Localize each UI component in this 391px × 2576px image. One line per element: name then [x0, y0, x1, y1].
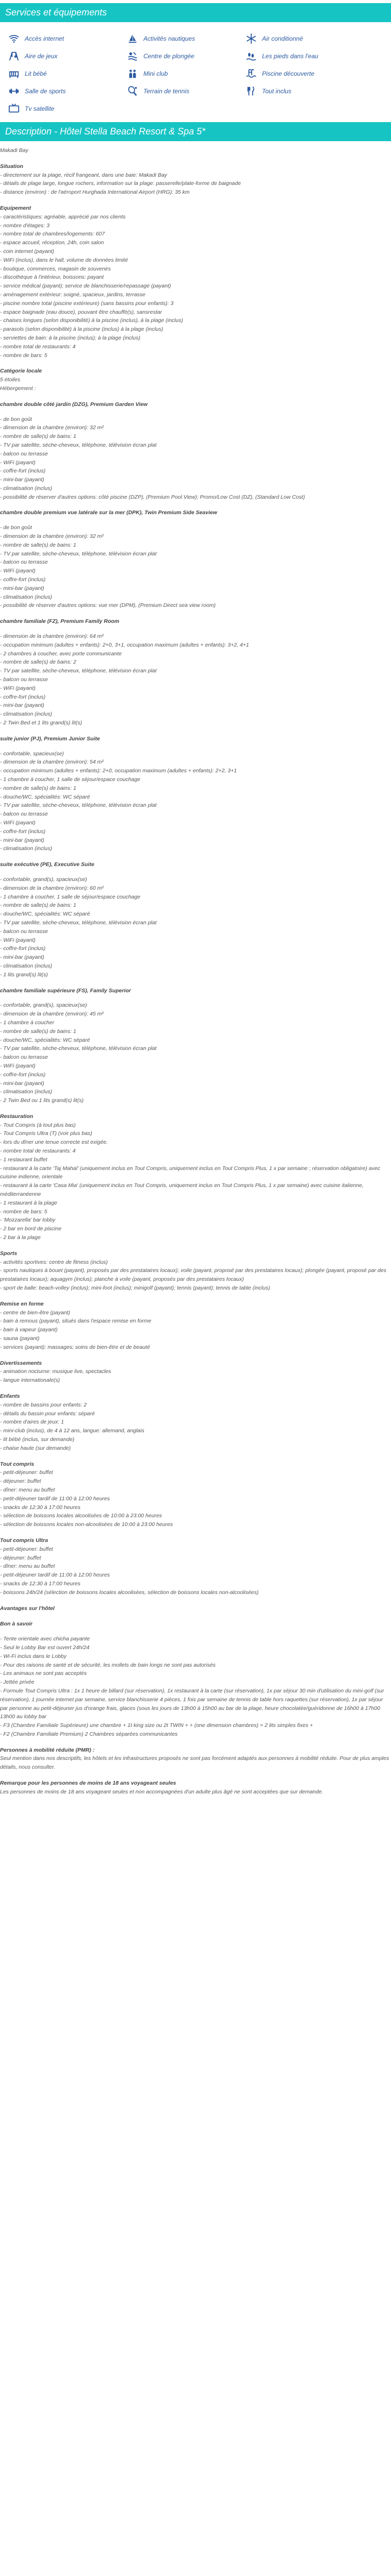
description-line: - aménagement extérieur: soigné, spacieux, jardins, terrasse	[0, 291, 145, 298]
description-line: - mini-club (inclus), de 4 à 12 ans, langue: allemand, anglais	[0, 1428, 144, 1434]
description-line: - snacks de 12:30 à 17:00 heures	[0, 1580, 80, 1587]
section-heading: Remarque pour les personnes de moins de 18 ans voyageant seules	[0, 1780, 176, 1787]
playground-icon	[8, 50, 20, 62]
description-line: - petit-déjeuner: buffet	[0, 1546, 53, 1552]
description-line: - coffre-fort (inclus)	[0, 1071, 46, 1078]
description-line: - WiFi (inclus), dans le hall, volume de données limité	[0, 257, 128, 263]
description-line: - dîner: menu au buffet	[0, 1486, 55, 1493]
description-line: - chaises longues (selon disponibilité) à la piscine (inclus), à la plage (inclus)	[0, 317, 183, 324]
description-line: - animation nocturne: musique live, spectacles	[0, 1368, 111, 1375]
description-line: - coin internet (payant)	[0, 248, 55, 255]
description-line: - nombre total de restaurants: 4	[0, 343, 76, 350]
description-line: - piscine nombre total (piscine extérieure) (sans bassins pour enfants): 3	[0, 300, 174, 307]
description-line: - distance (environ) : de l'aéroport Hurghada International Airport (HRG): 35 km	[0, 189, 190, 196]
description-line: - sélection de boissons locales alcoolisées de 10:00 à 23:00 heures	[0, 1513, 162, 1519]
description-line: - TV par satellite, sèche-cheveux, téléphone, télévision écran plat	[0, 1045, 157, 1052]
description-line: - dîner: menu au buffet	[0, 1563, 55, 1570]
description-line: - 1 lits grand(s) lit(s)	[0, 971, 48, 978]
room-heading: suite exécutive (PE), Executive Suite	[0, 861, 94, 868]
section-heading: Catégorie locale	[0, 368, 42, 375]
section-heading: Situation	[0, 163, 23, 170]
description-line: - déjeuner: buffet	[0, 1478, 41, 1485]
description-paragraph	[0, 415, 391, 502]
service-label: Accès internet	[25, 35, 64, 42]
description-line: - 2 Twin Bed et 1 lits grand(s) lit(s)	[0, 720, 83, 726]
description-line: - déjeuner: buffet	[0, 1554, 41, 1561]
description-line: - douche/WC, spécialités: WC séparé	[0, 793, 90, 800]
description-line: - 1 chambre à coucher	[0, 1019, 55, 1026]
service-label: Les pieds dans l'eau	[262, 53, 319, 60]
description-section	[0, 122, 391, 1807]
description-paragraph	[0, 1001, 391, 1105]
description-line: - climatisation (inclus)	[0, 845, 52, 852]
description-paragraph	[0, 523, 391, 610]
section-heading: Divertissements	[0, 1360, 42, 1366]
service-label: Activités nautiques	[143, 35, 196, 42]
description-line: - bain à vapeur (payant)	[0, 1327, 58, 1333]
crib-icon	[8, 68, 20, 79]
room-heading: suite junior (PJ), Premium Junior Suite	[0, 735, 100, 742]
description-paragraph	[0, 146, 391, 155]
room-heading: Bon à savoir	[0, 1621, 33, 1628]
description-line: - Seul le Lobby Bar est ouvert 24h/24	[0, 1644, 90, 1651]
description-paragraph	[0, 875, 391, 979]
description-line: - petit-déjeuner tardif de 11:00 à 12:00 heures	[0, 1495, 110, 1502]
description-line: - lit bébé (inclus, sur demande)	[0, 1436, 75, 1443]
description-line: - bain à remous (payant), situés dans l'espace remise en forme	[0, 1318, 152, 1325]
description-paragraph	[0, 750, 391, 854]
description-line: - nombre d'aires de jeux: 1	[0, 1419, 64, 1426]
description-paragraph	[0, 213, 391, 360]
section-heading: Avantages sur l'hôtel	[0, 1605, 55, 1612]
tv-icon	[8, 103, 20, 114]
description-line: - WiFi (payant)	[0, 1062, 36, 1069]
snowflake-icon	[246, 33, 257, 44]
description-paragraph	[0, 1545, 391, 1597]
description-line: - lors du dîner une tenue correcte est exigée.	[0, 1139, 108, 1146]
description-line: - Tout Compris (à tout plus bas)	[0, 1122, 76, 1128]
description-line: Seul mention dans nos descriptifs, les hôtels et les infrastructures proposés ne sont pas forcément adaptés aux personnes à mobilité réduite. Pour de plus amples détails, nous consulter.	[0, 1755, 389, 1771]
description-line: - dimension de la chambre (environ): 32 m²	[0, 425, 104, 431]
description-line: - de bon goût	[0, 524, 32, 531]
section-heading: Tout compris	[0, 1461, 35, 1467]
description-paragraph	[0, 1754, 391, 1772]
description-line: - 1 chambre à coucher, 1 salle de séjour/espace couchage	[0, 893, 141, 900]
section-heading: Remise en forme	[0, 1300, 44, 1307]
description-paragraph	[0, 376, 391, 393]
description-line: - nombre de salle(s) de bains: 1	[0, 1028, 76, 1035]
description-line: - WiFi (payant)	[0, 459, 36, 466]
description-line: - coffre-fort (inclus)	[0, 468, 46, 474]
description-line: - caractéristiques: agréable, apprécié par nos clients	[0, 213, 126, 220]
kids-club-icon	[127, 68, 138, 79]
room-heading: chambre double côté jardin (DZG), Premium Garden View	[0, 401, 148, 408]
description-paragraph	[0, 1367, 391, 1385]
description-paragraph	[0, 171, 391, 197]
service-item	[127, 66, 246, 81]
description-line: - parasols (selon disponibilité) à la piscine (inclus) à la plage (inclus)	[0, 326, 164, 333]
sailboat-icon	[127, 33, 138, 44]
description-title: Description - Hôtel Stella Beach Resort & Spa 5*	[0, 122, 391, 141]
description-line: Hébergement :	[0, 385, 36, 392]
description-line: - WiFi (payant)	[0, 568, 36, 574]
service-label: Tv satellite	[25, 105, 55, 112]
service-label: Piscine découverte	[262, 70, 315, 77]
description-line: - F2 (Chambre Familiale Premium) 2 Chambres séparées communicantes	[0, 1731, 178, 1737]
description-line: - nombre de bars: 5	[0, 1208, 47, 1215]
service-item	[8, 66, 127, 81]
description-line: - coffre-fort (inclus)	[0, 693, 46, 700]
service-label: Salle de sports	[25, 88, 66, 95]
section-heading: Tout compris Ultra	[0, 1537, 48, 1544]
description-line: - discothèque à l'intérieur, boissons: payant	[0, 274, 104, 281]
service-item	[127, 49, 246, 63]
service-label: Terrain de tennis	[143, 88, 189, 95]
description-line: - service médical (payant); service de blanchisserie/repassage (payant)	[0, 283, 171, 290]
services-section	[0, 3, 391, 119]
description-line: - nombre de bars: 5	[0, 352, 47, 359]
description-line: - de bon goût	[0, 416, 32, 422]
description-line: - dimension de la chambre (environ): 54 m²	[0, 759, 104, 766]
description-line: - possibilité de réserver d'autres options: côté piscine (DZP), (Premium Pool View); Promo/Low Cost (DZ), (Standard Low Cost)	[0, 494, 305, 500]
description-line: - balcon ou terrasse	[0, 811, 48, 818]
service-label: Aire de jeux	[25, 53, 58, 60]
diving-icon	[127, 50, 138, 62]
description-line: - 1 restaurant à la plage	[0, 1199, 57, 1206]
description-line: - espace accueil, réception, 24h, coin salon	[0, 240, 104, 246]
description-line: - WiFi (payant)	[0, 685, 36, 691]
description-line: - WiFi (payant)	[0, 937, 36, 943]
service-label: Mini club	[143, 70, 168, 77]
service-label: Tout inclus	[262, 88, 291, 95]
description-line: - 1 chambre à coucher, 1 salle de séjour/espace couchage	[0, 776, 141, 783]
description-line: - Jettée privée	[0, 1679, 35, 1686]
description-line: - TV par satellite, sèche-cheveux, téléphone, télévision écran plat	[0, 919, 157, 926]
description-line: - Tente orientale avec chicha payante	[0, 1636, 90, 1642]
service-item	[8, 84, 127, 98]
description-line: - restaurant à la carte 'Casa Mia' (uniquement inclus en Tout Compris, uniquement inclus en Tout Compris Plus, 1 x par semaine) avec cuisine italienne, méditerranéenne	[0, 1182, 364, 1198]
description-line: - mini-bar (payant)	[0, 585, 44, 591]
service-item	[127, 31, 246, 46]
description-line: - dimension de la chambre (environ): 45 m²	[0, 1011, 104, 1018]
service-item	[8, 49, 127, 63]
description-line: - possibilité de réserver d'autres options: vue mer (DPM), (Premium Direct sea view room)	[0, 602, 216, 609]
description-paragraph	[0, 632, 391, 727]
description-line: - 2 chambres à coucher, avec porte communicante	[0, 650, 122, 657]
description-line: - climatisation (inclus)	[0, 711, 52, 718]
description-line: - confortable, spacieux(se)	[0, 750, 64, 757]
description-paragraph	[0, 1401, 391, 1453]
description-line: - douche/WC, spécialités: WC séparé	[0, 1037, 90, 1043]
description-line: - nombre de salle(s) de bains: 2	[0, 659, 76, 666]
description-line: - coffre-fort (inclus)	[0, 577, 46, 583]
room-heading: chambre familiale (FZ), Premium Family Room	[0, 618, 120, 625]
description-line: - balcon ou terrasse	[0, 928, 48, 935]
pool-icon	[246, 68, 257, 79]
room-heading: chambre familiale supérieure (FS), Family Superior	[0, 987, 131, 994]
description-line: - climatisation (inclus)	[0, 962, 52, 969]
description-line: - Tout Compris Ultra (T) (voir plus bas)	[0, 1130, 92, 1137]
description-line: - TV par satellite, sèche-cheveux, téléphone, télévision écran plat	[0, 802, 157, 809]
description-line: - activités sportives: centre de fitness (inclus)	[0, 1259, 108, 1265]
all-inclusive-icon	[246, 86, 257, 97]
description-line: - Formule Tout Compris Ultra : 1x 1 heure de billard (sur réservation), 1x restaurant à la carte (sur réservation), 1x par séjour 30 min d'utilisation du mini-golf (sur réservation), 1 journée internet par semaine, service blanchisserie 4 pièces, 1 fois par semaine de tennis de table hors raquettes (sur réservation), 1x par séjour par personne au petit-déjeuner jus d'orange frais, glaces (sous les jours de 13h00 à 15h00 au bar de la plage, heure chocolatée/guéridonne de 16h00 à 17h00 13h00 au lobby bar	[0, 1687, 384, 1720]
description-line: - climatisation (inclus)	[0, 485, 52, 492]
description-line: - dimension de la chambre (environ): 32 m²	[0, 533, 104, 540]
description-line: - dimension de la chambre (environ): 60 m²	[0, 885, 104, 891]
description-paragraph	[0, 1788, 391, 1797]
description-line: - espace baignade (eau douce), pouvant être chauffé(s), sansrestar	[0, 309, 162, 315]
description-line: - petit-déjeuner: buffet	[0, 1469, 53, 1476]
description-line: - directement sur la plage, récif frangeant, dans une baie: Makadi Bay	[0, 172, 167, 178]
description-line: - TV par satellite, sèche-cheveux, téléphone, télévision écran plat	[0, 442, 157, 448]
description-line: - Les animaux ne sont pas acceptés	[0, 1670, 87, 1677]
description-body	[0, 141, 391, 1807]
description-line: - nombre de salle(s) de bains: 1	[0, 541, 76, 548]
description-line: - 'Mozzarella' bar lobby	[0, 1217, 56, 1224]
description-line: - détails du bassin pour enfants: séparé	[0, 1410, 95, 1417]
service-item	[8, 101, 127, 116]
description-line: - balcon ou terrasse	[0, 676, 48, 683]
description-line: - nombre de salle(s) de bains: 1	[0, 785, 76, 791]
description-line: - langue internationale(s)	[0, 1377, 60, 1384]
description-line: - mini-bar (payant)	[0, 837, 44, 843]
description-line: 5 étoiles	[0, 377, 21, 383]
description-line: - climatisation (inclus)	[0, 594, 52, 600]
description-line: - mini-bar (payant)	[0, 954, 44, 961]
section-heading: Personnes à mobilité réduite (PMR) :	[0, 1747, 95, 1753]
description-line: - mini-bar (payant)	[0, 702, 44, 709]
description-line: - services (payant): massages; soins de bien-être et de beauté	[0, 1344, 150, 1350]
description-line: - TV par satellite, sèche-cheveux, téléphone, télévision écran plat	[0, 550, 157, 557]
description-line: - boutique, commerces, magasin de souvenirs	[0, 265, 111, 272]
description-line: - nombre de salle(s) de bains: 1	[0, 433, 76, 440]
description-line: - coffre-fort (inclus)	[0, 828, 46, 835]
description-line: - chaise haute (sur demande)	[0, 1445, 71, 1451]
description-line: - confortable, grand(s), spacieux(se)	[0, 876, 87, 883]
description-line: - sport de balle: beach-volley (inclus); mini-foot (inclus); minigolf (payant); tennis (payant); tennis de table (inclus)	[0, 1285, 270, 1292]
service-item	[246, 84, 364, 98]
description-line: - nombre total de chambres/logements: 607	[0, 231, 105, 238]
wifi-icon	[8, 33, 20, 44]
description-paragraph	[0, 1121, 391, 1242]
description-line: - sauna (payant)	[0, 1335, 40, 1342]
description-line: - petit-déjeuner tardif de 11:00 à 12:00 heures	[0, 1572, 110, 1579]
description-line: - 2 Twin Bed ou 1 lits grand(s) lit(s)	[0, 1097, 84, 1104]
service-item	[8, 31, 127, 46]
description-line: - balcon ou terrasse	[0, 1054, 48, 1061]
description-line: - dimension de la chambre (environ): 64 m²	[0, 633, 104, 640]
description-line: - 1 restaurant buffet	[0, 1156, 47, 1163]
description-line: - sports nautiques à bouet (payant), proposés par des prestataires locaux); voile (payant, proposé par des prestataires locaux); plongée (payant, proposé par des prestataires locaux); aquagym (inclus); planche à voile (payant, proposés par des prestataires locaux)	[0, 1267, 386, 1283]
dumbbell-icon	[8, 86, 20, 97]
description-line: - 2 bar en bord de piscine	[0, 1226, 62, 1232]
feet-water-icon	[246, 50, 257, 62]
description-line: - restaurant à la carte 'Taj Mahal' (uniquement inclus en Tout Compris, uniquement inclus en Tout Compris Plus, 1 x par semaine ; réservation obligatoire) avec cuisine indienne, orientale	[0, 1165, 381, 1180]
description-line: - nombre de bassins pour enfants: 2	[0, 1401, 87, 1408]
description-line: - occupation minimum (adultes + enfants): 2+0, occupation maximum (adultes + enfants): 2+2, 3+1	[0, 768, 237, 774]
description-line: - 2 bar à la plage	[0, 1234, 41, 1241]
description-line: - snacks de 12:30 à 17:00 heures	[0, 1504, 80, 1511]
description-line: Makadi Bay	[0, 147, 28, 154]
services-title: Services et équipements	[0, 3, 391, 22]
description-line: - centre de bien-être (payant)	[0, 1309, 70, 1316]
description-line: - WiFi (payant)	[0, 819, 36, 826]
description-line: - mini-bar (payant)	[0, 477, 44, 483]
description-line: - serviettes de bain: à la piscine (inclus); à la plage (inclus)	[0, 334, 140, 341]
tennis-icon	[127, 86, 138, 97]
description-line: - boissons 24h/24 (sélection de boissons locales alcoolisées, sélection de boissons locales non-alcoolisées)	[0, 1589, 259, 1596]
description-line: - douche/WC, spécialités: WC séparé	[0, 911, 90, 918]
description-paragraph	[0, 1635, 391, 1739]
service-label: Centre de plongée	[143, 53, 194, 60]
service-item	[246, 49, 364, 63]
description-line: - coffre-fort (inclus)	[0, 945, 46, 952]
description-line: - mini-bar (payant)	[0, 1080, 44, 1087]
room-heading: chambre double premium vue latérale sur la mer (DPK), Twin Premium Side Seaview	[0, 510, 217, 516]
description-line: - nombre total de restaurants: 4	[0, 1148, 76, 1155]
service-label: Lit bébé	[25, 70, 47, 77]
description-paragraph	[0, 1468, 391, 1529]
section-heading: Equipement	[0, 205, 31, 211]
service-label: Air conditionné	[262, 35, 303, 42]
description-line: - nombre de salle(s) de bains: 1	[0, 902, 76, 909]
description-line: Les personnes de moins de 18 ans voyageant seules et non accompagnées d'un adulte plus âgé ne sont acceptées que sur demande.	[0, 1788, 323, 1795]
section-heading: Restauration	[0, 1113, 34, 1120]
description-line: - balcon ou terrasse	[0, 559, 48, 566]
section-heading: Enfants	[0, 1393, 20, 1399]
description-line: - sélection de boissons locales non-alcoolisées de 10:00 à 23:00 heures	[0, 1521, 173, 1528]
services-grid	[0, 22, 391, 119]
description-line: - Pour des raisons de santé et de sécurité, les mollets de bain longs ne sont pas autorisés	[0, 1662, 216, 1668]
description-line: - balcon ou terrasse	[0, 450, 48, 457]
description-line: - TV par satellite, sèche-cheveux, téléphone, télévision écran plat	[0, 668, 157, 674]
description-line: - détails de plage large, longue rochers, information sur la plage: passerelle/plate-forme de baignade	[0, 180, 241, 187]
service-item	[246, 31, 364, 46]
service-item	[246, 66, 364, 81]
description-paragraph	[0, 1258, 391, 1293]
description-line: - confortable, grand(s), spacieux(se)	[0, 1002, 87, 1009]
description-line: - climatisation (inclus)	[0, 1089, 52, 1095]
description-line: - Wi-Fi inclus dans le Lobby	[0, 1653, 67, 1659]
description-paragraph	[0, 1309, 391, 1352]
description-line: - nombre d'étages: 3	[0, 222, 50, 229]
description-line: - occupation minimum (adultes + enfants): 2+0, 3+1, occupation maximum (adultes + enfants): 3+2, 4+1	[0, 641, 249, 648]
service-item	[127, 84, 246, 98]
description-line: - F3 (Chambre Familiale Supérieure) une chambre + 1t king size ou 2t TWIN + + (one dimension chambres) = 2 lits simples fixes +	[0, 1722, 313, 1729]
section-heading: Sports	[0, 1250, 18, 1257]
